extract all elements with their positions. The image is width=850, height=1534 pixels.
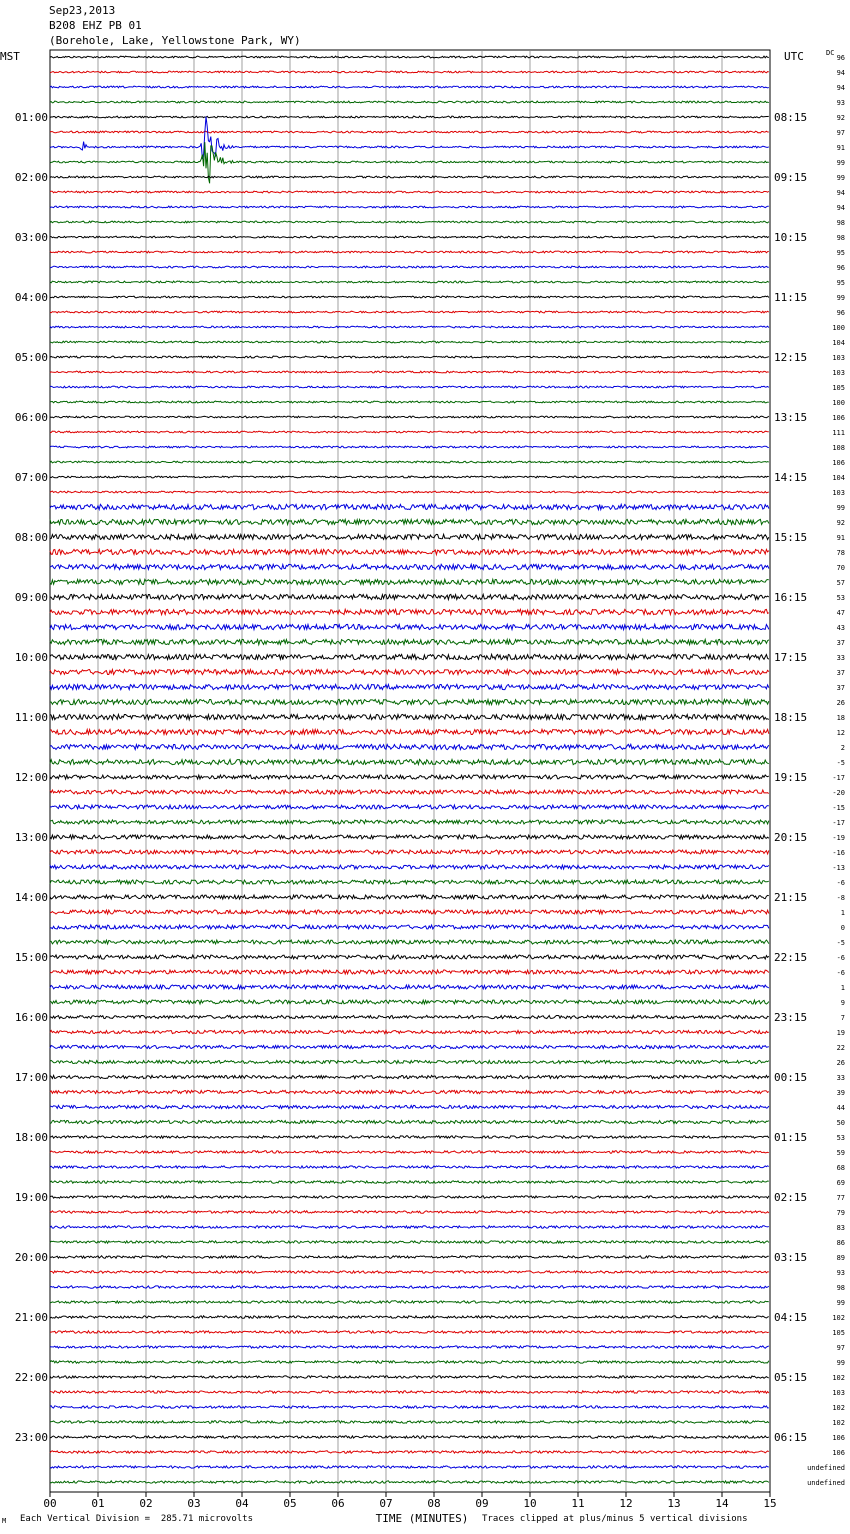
- dc-offset-label: 33: [836, 654, 845, 662]
- dc-offset-label: -6: [836, 969, 845, 977]
- dc-offset-label: 94: [836, 189, 845, 197]
- dc-offset-label: 103: [832, 369, 845, 377]
- trace-line: [50, 326, 769, 328]
- left-time-label: 15:00: [14, 951, 48, 964]
- trace-line: [50, 356, 769, 358]
- dc-offset-label: 97: [836, 1344, 845, 1352]
- trace-line: [50, 564, 769, 569]
- dc-offset-label: 99: [836, 1359, 845, 1367]
- right-time-label: 01:15: [774, 1131, 808, 1144]
- date-label: Sep23,2013: [49, 4, 116, 17]
- dc-offset-label: 111: [832, 429, 845, 437]
- dc-offset-label: 96: [836, 264, 845, 272]
- trace-line: [50, 371, 769, 373]
- dc-offset-label: 22: [836, 1044, 845, 1052]
- trace-line: [50, 519, 769, 524]
- trace-line: [50, 1451, 769, 1453]
- trace-line: [50, 609, 769, 614]
- x-tick-label: 01: [91, 1497, 105, 1510]
- trace-line: [50, 594, 769, 599]
- dc-offset-label: 18: [836, 714, 845, 722]
- dc-offset-label: 53: [836, 594, 845, 602]
- left-time-label: 21:00: [14, 1311, 48, 1324]
- trace-line: [50, 850, 769, 854]
- trace-line: [50, 805, 769, 809]
- trace-line: [50, 504, 769, 509]
- trace-line: [50, 1136, 769, 1138]
- trace-line: [50, 1075, 769, 1078]
- right-time-label: 16:15: [774, 591, 808, 604]
- x-tick-label: 10: [523, 1497, 537, 1510]
- right-time-label: 21:15: [774, 891, 808, 904]
- right-time-label: 04:15: [774, 1311, 808, 1324]
- dc-offset-label: 94: [836, 69, 845, 77]
- dc-offset-label: -5: [836, 759, 845, 767]
- trace-line: [50, 281, 769, 283]
- trace-line: [50, 1346, 769, 1348]
- trace-line: [50, 416, 769, 418]
- left-time-label: 13:00: [14, 831, 48, 844]
- m-mark: M: [2, 1517, 7, 1525]
- dc-offset-label: 97: [836, 129, 845, 137]
- scale-note: Each Vertical Division = 285.71 microvolts: [20, 1514, 253, 1524]
- dc-offset-label: -16: [832, 849, 845, 857]
- right-time-label: 15:15: [774, 531, 808, 544]
- trace-line: [50, 714, 769, 719]
- trace-line: [50, 431, 769, 433]
- left-time-label: 18:00: [14, 1131, 48, 1144]
- left-time-label: 04:00: [14, 291, 48, 304]
- dc-offset-label: -20: [832, 789, 845, 797]
- dc-offset-label: 93: [836, 99, 845, 107]
- dc-offset-label: 96: [836, 54, 845, 62]
- x-tick-label: 15: [763, 1497, 777, 1510]
- trace-line: [50, 191, 769, 193]
- right-time-label: 08:15: [774, 111, 808, 124]
- left-time-label: 08:00: [14, 531, 48, 544]
- trace-line: [50, 639, 769, 644]
- right-time-label: 17:15: [774, 651, 808, 664]
- dc-offset-label: 104: [832, 339, 845, 347]
- trace-line: [50, 1481, 769, 1483]
- dc-offset-label: 100: [832, 324, 845, 332]
- right-time-label: 23:15: [774, 1011, 808, 1024]
- x-tick-label: 03: [187, 1497, 201, 1510]
- trace-line: [50, 940, 769, 944]
- trace-line: [50, 101, 769, 103]
- trace-line: [50, 790, 769, 794]
- trace-line: [50, 985, 769, 989]
- trace-line: [50, 1211, 769, 1213]
- trace-line: [50, 176, 769, 178]
- trace-line: [50, 86, 769, 88]
- location-label: (Borehole, Lake, Yellowstone Park, WY): [49, 34, 301, 47]
- trace-line: [50, 1421, 769, 1423]
- right-time-label: 09:15: [774, 171, 808, 184]
- dc-offset-label: 59: [836, 1149, 845, 1157]
- trace-line: [50, 266, 769, 268]
- trace-line: [50, 1466, 769, 1468]
- dc-offset-label: 79: [836, 1209, 845, 1217]
- trace-line: [50, 56, 769, 58]
- dc-offset-label: 106: [832, 459, 845, 467]
- trace-line: [50, 1436, 769, 1438]
- dc-offset-label: 77: [836, 1194, 845, 1202]
- dc-offset-label: 33: [836, 1074, 845, 1082]
- x-tick-label: 06: [331, 1497, 345, 1510]
- right-time-label: 02:15: [774, 1191, 808, 1204]
- left-time-label: 16:00: [14, 1011, 48, 1024]
- x-tick-label: 04: [235, 1497, 249, 1510]
- dc-offset-label: 92: [836, 114, 845, 122]
- x-tick-label: 09: [475, 1497, 489, 1510]
- dc-offset-label: 26: [836, 1059, 845, 1067]
- trace-line: [50, 71, 769, 73]
- trace-line: [50, 117, 769, 159]
- trace-line: [50, 820, 769, 824]
- dc-offset-label: 93: [836, 1269, 845, 1277]
- left-time-label: 07:00: [14, 471, 48, 484]
- dc-offset-label: undefined: [807, 1479, 845, 1487]
- dc-offset-label: 98: [836, 219, 845, 227]
- dc-offset-label: 37: [836, 639, 845, 647]
- dc-offset-label: 108: [832, 444, 845, 452]
- trace-line: [50, 1331, 769, 1333]
- dc-offset-label: 0: [840, 924, 845, 932]
- trace-line: [50, 1361, 769, 1363]
- trace-line: [50, 744, 769, 749]
- trace-line: [50, 401, 769, 403]
- right-time-label: 19:15: [774, 771, 808, 784]
- left-timezone-label: MST: [0, 50, 20, 63]
- left-time-label: 12:00: [14, 771, 48, 784]
- trace-line: [50, 1256, 769, 1258]
- dc-offset-label: 70: [836, 564, 845, 572]
- dc-offset-label: 86: [836, 1239, 845, 1247]
- x-tick-label: 08: [427, 1497, 441, 1510]
- trace-line: [50, 446, 769, 448]
- dc-offset-label: -13: [832, 864, 845, 872]
- dc-offset-label: 99: [836, 159, 845, 167]
- trace-line: [50, 1226, 769, 1228]
- trace-line: [50, 1181, 769, 1183]
- trace-line: [50, 1000, 769, 1004]
- dc-offset-label: 102: [832, 1374, 845, 1382]
- trace-line: [50, 775, 769, 779]
- left-time-label: 03:00: [14, 231, 48, 244]
- trace-line: [50, 880, 769, 884]
- right-time-label: 20:15: [774, 831, 808, 844]
- dc-offset-label: 99: [836, 294, 845, 302]
- dc-offset-label: 1: [840, 984, 845, 992]
- trace-line: [50, 206, 769, 208]
- trace-line: [50, 1151, 769, 1153]
- x-axis-title: TIME (MINUTES): [375, 1512, 469, 1525]
- trace-line: [50, 1241, 769, 1243]
- right-time-label: 12:15: [774, 351, 808, 364]
- dc-offset-label: 99: [836, 174, 845, 182]
- left-time-label: 05:00: [14, 351, 48, 364]
- trace-line: [50, 534, 769, 539]
- trace-line: [50, 1406, 769, 1408]
- trace-line: [50, 1286, 769, 1288]
- x-tick-label: 05: [283, 1497, 297, 1510]
- dc-offset-label: 98: [836, 1284, 845, 1292]
- dc-offset-label: 106: [832, 414, 845, 422]
- trace-line: [50, 131, 769, 133]
- dc-offset-label: 78: [836, 549, 845, 557]
- dc-offset-label: 102: [832, 1404, 845, 1412]
- left-time-label: 14:00: [14, 891, 48, 904]
- trace-line: [50, 1271, 769, 1273]
- dc-offset-label: 106: [832, 1449, 845, 1457]
- left-time-label: 17:00: [14, 1071, 48, 1084]
- left-time-label: 09:00: [14, 591, 48, 604]
- right-time-label: 18:15: [774, 711, 808, 724]
- dc-offset-label: -17: [832, 819, 845, 827]
- dc-offset-label: 43: [836, 624, 845, 632]
- left-time-label: 23:00: [14, 1431, 48, 1444]
- trace-line: [50, 925, 769, 929]
- dc-offset-label: 92: [836, 519, 845, 527]
- trace-line: [50, 1120, 769, 1123]
- left-time-label: 22:00: [14, 1371, 48, 1384]
- trace-line: [50, 970, 769, 974]
- dc-header-label: DC: [826, 49, 835, 57]
- dc-offset-label: 37: [836, 669, 845, 677]
- trace-line: [50, 684, 769, 689]
- dc-offset-label: 1: [840, 909, 845, 917]
- trace-line: [50, 549, 769, 554]
- trace-line: [50, 1045, 769, 1048]
- trace-line: [50, 1060, 769, 1063]
- station-label: B208 EHZ PB 01: [49, 19, 142, 32]
- right-time-label: 10:15: [774, 231, 808, 244]
- trace-line: [50, 1090, 769, 1093]
- dc-offset-label: 103: [832, 489, 845, 497]
- dc-offset-label: -8: [836, 894, 845, 902]
- right-time-label: 03:15: [774, 1251, 808, 1264]
- trace-line: [50, 1015, 769, 1018]
- dc-offset-label: 100: [832, 399, 845, 407]
- right-time-label: 00:15: [774, 1071, 808, 1084]
- dc-offset-label: 9: [840, 999, 845, 1007]
- right-time-label: 14:15: [774, 471, 808, 484]
- dc-offset-label: 103: [832, 354, 845, 362]
- dc-offset-label: 94: [836, 84, 845, 92]
- trace-line: [50, 341, 769, 343]
- left-time-label: 20:00: [14, 1251, 48, 1264]
- traces: [50, 56, 769, 1483]
- dc-offset-label: 57: [836, 579, 845, 587]
- trace-line: [50, 1166, 769, 1168]
- x-tick-label: 11: [571, 1497, 585, 1510]
- right-time-label: 11:15: [774, 291, 808, 304]
- dc-offset-label: 44: [836, 1104, 845, 1112]
- left-time-label: 06:00: [14, 411, 48, 424]
- trace-line: [50, 221, 769, 223]
- dc-offset-label: 99: [836, 504, 845, 512]
- dc-offset-label: 105: [832, 384, 845, 392]
- trace-line: [50, 1030, 769, 1033]
- trace-line: [50, 116, 769, 118]
- trace-line: [50, 1316, 769, 1318]
- dc-offset-label: 102: [832, 1419, 845, 1427]
- dc-offset-label: 83: [836, 1224, 845, 1232]
- dc-offset-label: 104: [832, 474, 845, 482]
- trace-line: [50, 251, 769, 253]
- left-time-label: 11:00: [14, 711, 48, 724]
- labels: [0, 49, 845, 1525]
- dc-offset-label: -15: [832, 804, 845, 812]
- left-time-label: 10:00: [14, 651, 48, 664]
- dc-offset-label: -5: [836, 939, 845, 947]
- trace-line: [50, 1376, 769, 1378]
- dc-offset-label: 95: [836, 249, 845, 257]
- left-time-label: 02:00: [14, 171, 48, 184]
- trace-line: [50, 910, 769, 914]
- right-time-label: 22:15: [774, 951, 808, 964]
- dc-offset-label: -6: [836, 879, 845, 887]
- trace-line: [50, 1105, 769, 1108]
- dc-offset-label: -17: [832, 774, 845, 782]
- trace-line: [50, 669, 769, 674]
- trace-line: [50, 865, 769, 869]
- trace-line: [50, 142, 769, 183]
- clip-note: Traces clipped at plus/minus 5 vertical divisions: [482, 1514, 748, 1524]
- right-timezone-label: UTC: [784, 50, 804, 63]
- x-tick-label: 13: [667, 1497, 681, 1510]
- dc-offset-label: 2: [840, 744, 845, 752]
- trace-line: [50, 895, 769, 899]
- dc-offset-label: 68: [836, 1164, 845, 1172]
- dc-offset-label: 105: [832, 1329, 845, 1337]
- dc-offset-label: 37: [836, 684, 845, 692]
- trace-line: [50, 1196, 769, 1198]
- trace-line: [50, 1391, 769, 1393]
- dc-offset-label: 91: [836, 144, 845, 152]
- dc-offset-label: 12: [836, 729, 845, 737]
- trace-line: [50, 386, 769, 388]
- dc-offset-label: 96: [836, 309, 845, 317]
- trace-line: [50, 835, 769, 839]
- dc-offset-label: 7: [840, 1014, 845, 1022]
- dc-offset-label: 47: [836, 609, 845, 617]
- trace-line: [50, 699, 769, 704]
- dc-offset-label: 19: [836, 1029, 845, 1037]
- dc-offset-label: 50: [836, 1119, 845, 1127]
- left-time-label: 19:00: [14, 1191, 48, 1204]
- dc-offset-label: 95: [836, 279, 845, 287]
- dc-offset-label: 89: [836, 1254, 845, 1262]
- trace-line: [50, 759, 769, 764]
- dc-offset-label: undefined: [807, 1464, 845, 1472]
- trace-line: [50, 1301, 769, 1303]
- x-tick-label: 12: [619, 1497, 633, 1510]
- right-time-label: 05:15: [774, 1371, 808, 1384]
- trace-line: [50, 654, 769, 659]
- left-time-label: 01:00: [14, 111, 48, 124]
- dc-offset-label: -6: [836, 954, 845, 962]
- trace-line: [50, 579, 769, 584]
- trace-line: [50, 729, 769, 734]
- dc-offset-label: 69: [836, 1179, 845, 1187]
- right-time-label: 13:15: [774, 411, 808, 424]
- dc-offset-label: 53: [836, 1134, 845, 1142]
- x-tick-label: 00: [43, 1497, 57, 1510]
- dc-offset-label: 102: [832, 1314, 845, 1322]
- trace-line: [50, 491, 769, 493]
- dc-offset-label: 98: [836, 234, 845, 242]
- dc-offset-label: 99: [836, 1299, 845, 1307]
- right-time-label: 06:15: [774, 1431, 808, 1444]
- trace-line: [50, 955, 769, 959]
- x-tick-label: 02: [139, 1497, 153, 1510]
- trace-line: [50, 624, 769, 629]
- x-tick-label: 07: [379, 1497, 393, 1510]
- x-tick-label: 14: [715, 1497, 729, 1510]
- trace-line: [50, 311, 769, 313]
- trace-line: [50, 236, 769, 238]
- dc-offset-label: -19: [832, 834, 845, 842]
- trace-line: [50, 296, 769, 298]
- dc-offset-label: 94: [836, 204, 845, 212]
- dc-offset-label: 106: [832, 1434, 845, 1442]
- dc-offset-label: 26: [836, 699, 845, 707]
- trace-line: [50, 476, 769, 478]
- trace-line: [50, 461, 769, 463]
- dc-offset-label: 103: [832, 1389, 845, 1397]
- dc-offset-label: 39: [836, 1089, 845, 1097]
- dc-offset-label: 91: [836, 534, 845, 542]
